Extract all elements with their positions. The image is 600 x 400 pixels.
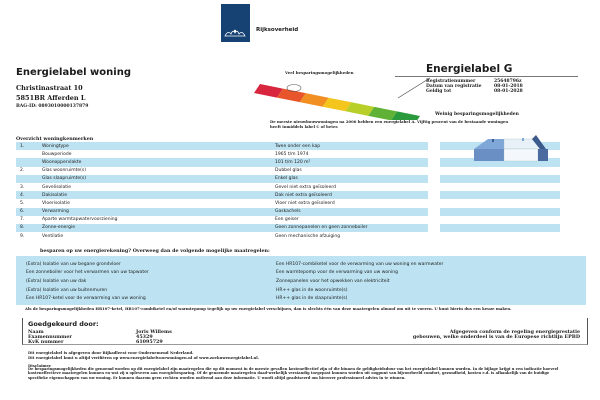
characteristic-label: Gevelisolatie	[42, 184, 72, 190]
label-note: De meeste nieuwbouwwoningen na 2006 hebben een energielabel A. Vijftig procent van de bestaande woningen heeft inmiddels label C of beter.	[270, 119, 509, 129]
disclaimer-title: Disclaimer	[28, 363, 51, 368]
characteristic-label: Zonne-energie	[42, 225, 75, 231]
scale-top-label: Veel besparingsmogelijkheden	[285, 70, 354, 75]
characteristic-value: Dubbel glas	[275, 168, 302, 174]
footer-line: Dit energielabel kunt u altijd verifiëren op www.energielabelvoorwoningen.nl of www.zoekuwenergielabel.nl.	[28, 354, 260, 360]
approved-value: 45329	[136, 334, 153, 340]
characteristic-label: Verwarming	[42, 209, 69, 215]
characteristic-label: Glas slaapruimte(s)	[42, 176, 86, 182]
coat-of-arms-icon	[224, 28, 246, 38]
characteristic-value: Geen mechanische afzuiging	[275, 233, 341, 239]
energy-scale	[250, 70, 440, 120]
characteristic-num: 3.	[20, 184, 25, 190]
current-label-marker	[287, 85, 301, 92]
characteristic-row	[16, 167, 428, 175]
measure-left: Een zonneboiler voor het verwarmen van uw tapwater	[26, 270, 149, 276]
stripe	[440, 232, 560, 240]
bag-id: BAG-ID: 0893010000137879	[16, 104, 89, 109]
characteristic-value: Gaskachels	[275, 209, 301, 215]
measure-right: Een HR107-combiketel voor de verwarming van uw woning en warmwater	[276, 261, 444, 267]
characteristic-value: 101 t/m 120 m²	[275, 159, 311, 165]
approved-key: Examennummer	[28, 334, 72, 340]
characteristic-value: Geen zonnepanelen en geen zonneboiler	[275, 225, 368, 231]
overview-title: Overzicht woningkenmerken	[16, 136, 94, 142]
approved-value: Joris Willems	[136, 329, 172, 335]
characteristic-label: Woningtype	[42, 143, 69, 149]
measure-right: HR++ glas in de slaapruimte(s)	[276, 296, 348, 302]
stripe	[440, 191, 560, 199]
registration-key: Datum van registratie	[426, 84, 482, 89]
org-name: Rijksoverheid	[256, 27, 299, 33]
characteristic-num: 9.	[20, 233, 25, 239]
registration-key: Geldig tot	[426, 89, 452, 94]
footer-line: Dit energielabel is afgegeven door Bijkadleest voor Ondernemend Nederland.	[28, 350, 194, 355]
characteristic-row	[16, 199, 428, 207]
characteristic-row	[16, 158, 428, 166]
characteristic-label: Ventilatie	[42, 233, 64, 239]
energy-label-title: Energielabel G	[426, 63, 513, 75]
label-divider	[395, 76, 578, 77]
house-icon	[470, 135, 560, 165]
measure-row	[16, 294, 586, 303]
characteristic-label: Dakisolatie	[42, 192, 67, 198]
characteristic-label: Vloerisolatie	[42, 200, 70, 206]
registration-info	[426, 79, 523, 94]
stripe	[440, 183, 560, 191]
characteristic-label: Glas woonruimte(s)	[42, 168, 87, 174]
characteristic-row	[16, 183, 428, 191]
registration-value: 08-01-2018	[494, 84, 523, 89]
characteristic-num: 2.	[20, 168, 25, 174]
measure-row	[16, 269, 586, 278]
rijksoverheid-logo	[221, 4, 250, 42]
characteristic-num: 6.	[20, 209, 25, 215]
document-title: Energielabel woning	[16, 67, 131, 78]
measure-row	[16, 286, 586, 295]
characteristic-value: Vloer niet extra geïsoleerd	[275, 200, 335, 206]
measure-left: Een HR107-ketel voor de verwarming van uw woning	[26, 296, 146, 302]
characteristic-row	[16, 208, 428, 216]
characteristic-row	[16, 150, 428, 158]
registration-value: 25648796z	[494, 79, 522, 84]
measure-right: Een warmtepomp voor de verwarming van uw woning	[276, 270, 398, 276]
characteristic-value: Gevel niet extra geïsoleerd	[275, 184, 336, 190]
measures-intro: besparen op uw energierekening? Overweeg dan de volgende mogelijke maatregelen:	[40, 248, 270, 254]
characteristic-value: Enkel glas	[275, 176, 298, 182]
measures-note: Als de besparingsmogelijkheden HR107-ketel, HR107-combiketel en/of warmtepomp tegelijk op uw energielabel verschijnen, dan is slechts één van deze maatregelen almoof om uit te voeren. U kunt hierin dus een keuze maken.	[25, 306, 512, 311]
approved-row	[28, 340, 172, 345]
characteristic-label: Woonoppervlakte	[42, 159, 82, 165]
conform-statement	[340, 330, 580, 340]
characteristic-row	[16, 175, 428, 183]
registration-value: 08-01-2028	[494, 89, 523, 94]
measure-right: HR++ glas in de woonruimte(s)	[276, 287, 348, 293]
measures-table	[16, 256, 586, 305]
characteristic-num: 7.	[20, 217, 25, 223]
characteristic-num: 5.	[20, 200, 25, 206]
characteristic-row	[16, 191, 428, 199]
characteristic-row	[16, 224, 428, 232]
approved-value: 61095729	[136, 339, 163, 345]
characteristic-row	[16, 216, 428, 224]
approved-fields	[28, 330, 172, 345]
measure-right: Zonnepanelen voor het opwekken van elektriciteit	[276, 278, 390, 284]
measure-left: (Extra) Isolatie van uw dak	[26, 278, 87, 284]
footer-info	[28, 351, 259, 360]
measure-row	[16, 277, 586, 286]
conform-line: Afgegeven conform de regeling energieprestatie	[449, 329, 580, 335]
registration-key: Registratienummer	[426, 79, 476, 84]
measure-left: (Extra) Isolatie van uw begane grondvloer	[26, 261, 121, 267]
stripe	[440, 224, 560, 232]
stripe	[440, 167, 560, 175]
address-city: 5851BR Afferden L	[16, 94, 86, 102]
characteristic-value: Twee onder een kap	[275, 143, 321, 149]
characteristic-label: Bouwperiode	[42, 151, 72, 157]
stripe	[440, 216, 560, 224]
characteristics-table	[16, 142, 428, 240]
scale-bottom-label: Weinig besparingsmogelijkheden	[435, 112, 519, 117]
characteristic-num: 4.	[20, 192, 25, 198]
registration-row	[426, 89, 523, 94]
approved-title: Goedgekeurd door:	[28, 320, 99, 328]
characteristic-value: 1965 t/m 1974	[275, 151, 309, 157]
conform-line: gebouwen, welke onderdeel is van de Europese richtlijn EPBD	[412, 334, 580, 340]
stripe	[440, 175, 560, 183]
characteristic-row	[16, 142, 428, 150]
address-street: Christinastraat 10	[16, 84, 83, 92]
approved-key: KvK nummer	[28, 339, 64, 345]
characteristic-num: 1.	[20, 143, 25, 149]
characteristic-value: Een geiser	[275, 217, 299, 223]
stripe	[440, 199, 560, 207]
characteristic-value: Dak niet extra geïsoleerd	[275, 192, 332, 198]
disclaimer-body: De besparingsmogelijkheden die genoemd worden op dit energielabel zijn maatregelen die op dit moment in de meeste gevallen kosteneffectief zijn of die binnen de geldigheidsduur van het energielabel kunnen worden. In de bijlage krijgt u een indicatie hoeveel kosteneffectieve maatregelen kunnen en wat zij u opleveren aan energiebesparing. Of de genoemde maatregelen daad-werkelijk verstandig toegepast kunnen worden uit oogpunt van bijvoorbeeld comfort, gezondheid, kosten e.d. is afhankelijk van de huidige specifieke eigenschappen van uw woning. Er kunnen daarom geen rechten worden ontleend aan deze informatie. U wordt altijd geadviseerd om hierover professioneel advies in te winnen.	[28, 367, 559, 380]
measure-left: (Extra) Isolatie van uw buitenmuren	[26, 287, 108, 293]
characteristic-row	[16, 232, 428, 240]
characteristic-label: Aparte warmtapwatervoorziening	[42, 217, 118, 223]
approved-key: Naam	[28, 329, 44, 335]
measure-row	[16, 260, 586, 269]
characteristic-num: 8.	[20, 225, 25, 231]
stripe	[440, 208, 560, 216]
